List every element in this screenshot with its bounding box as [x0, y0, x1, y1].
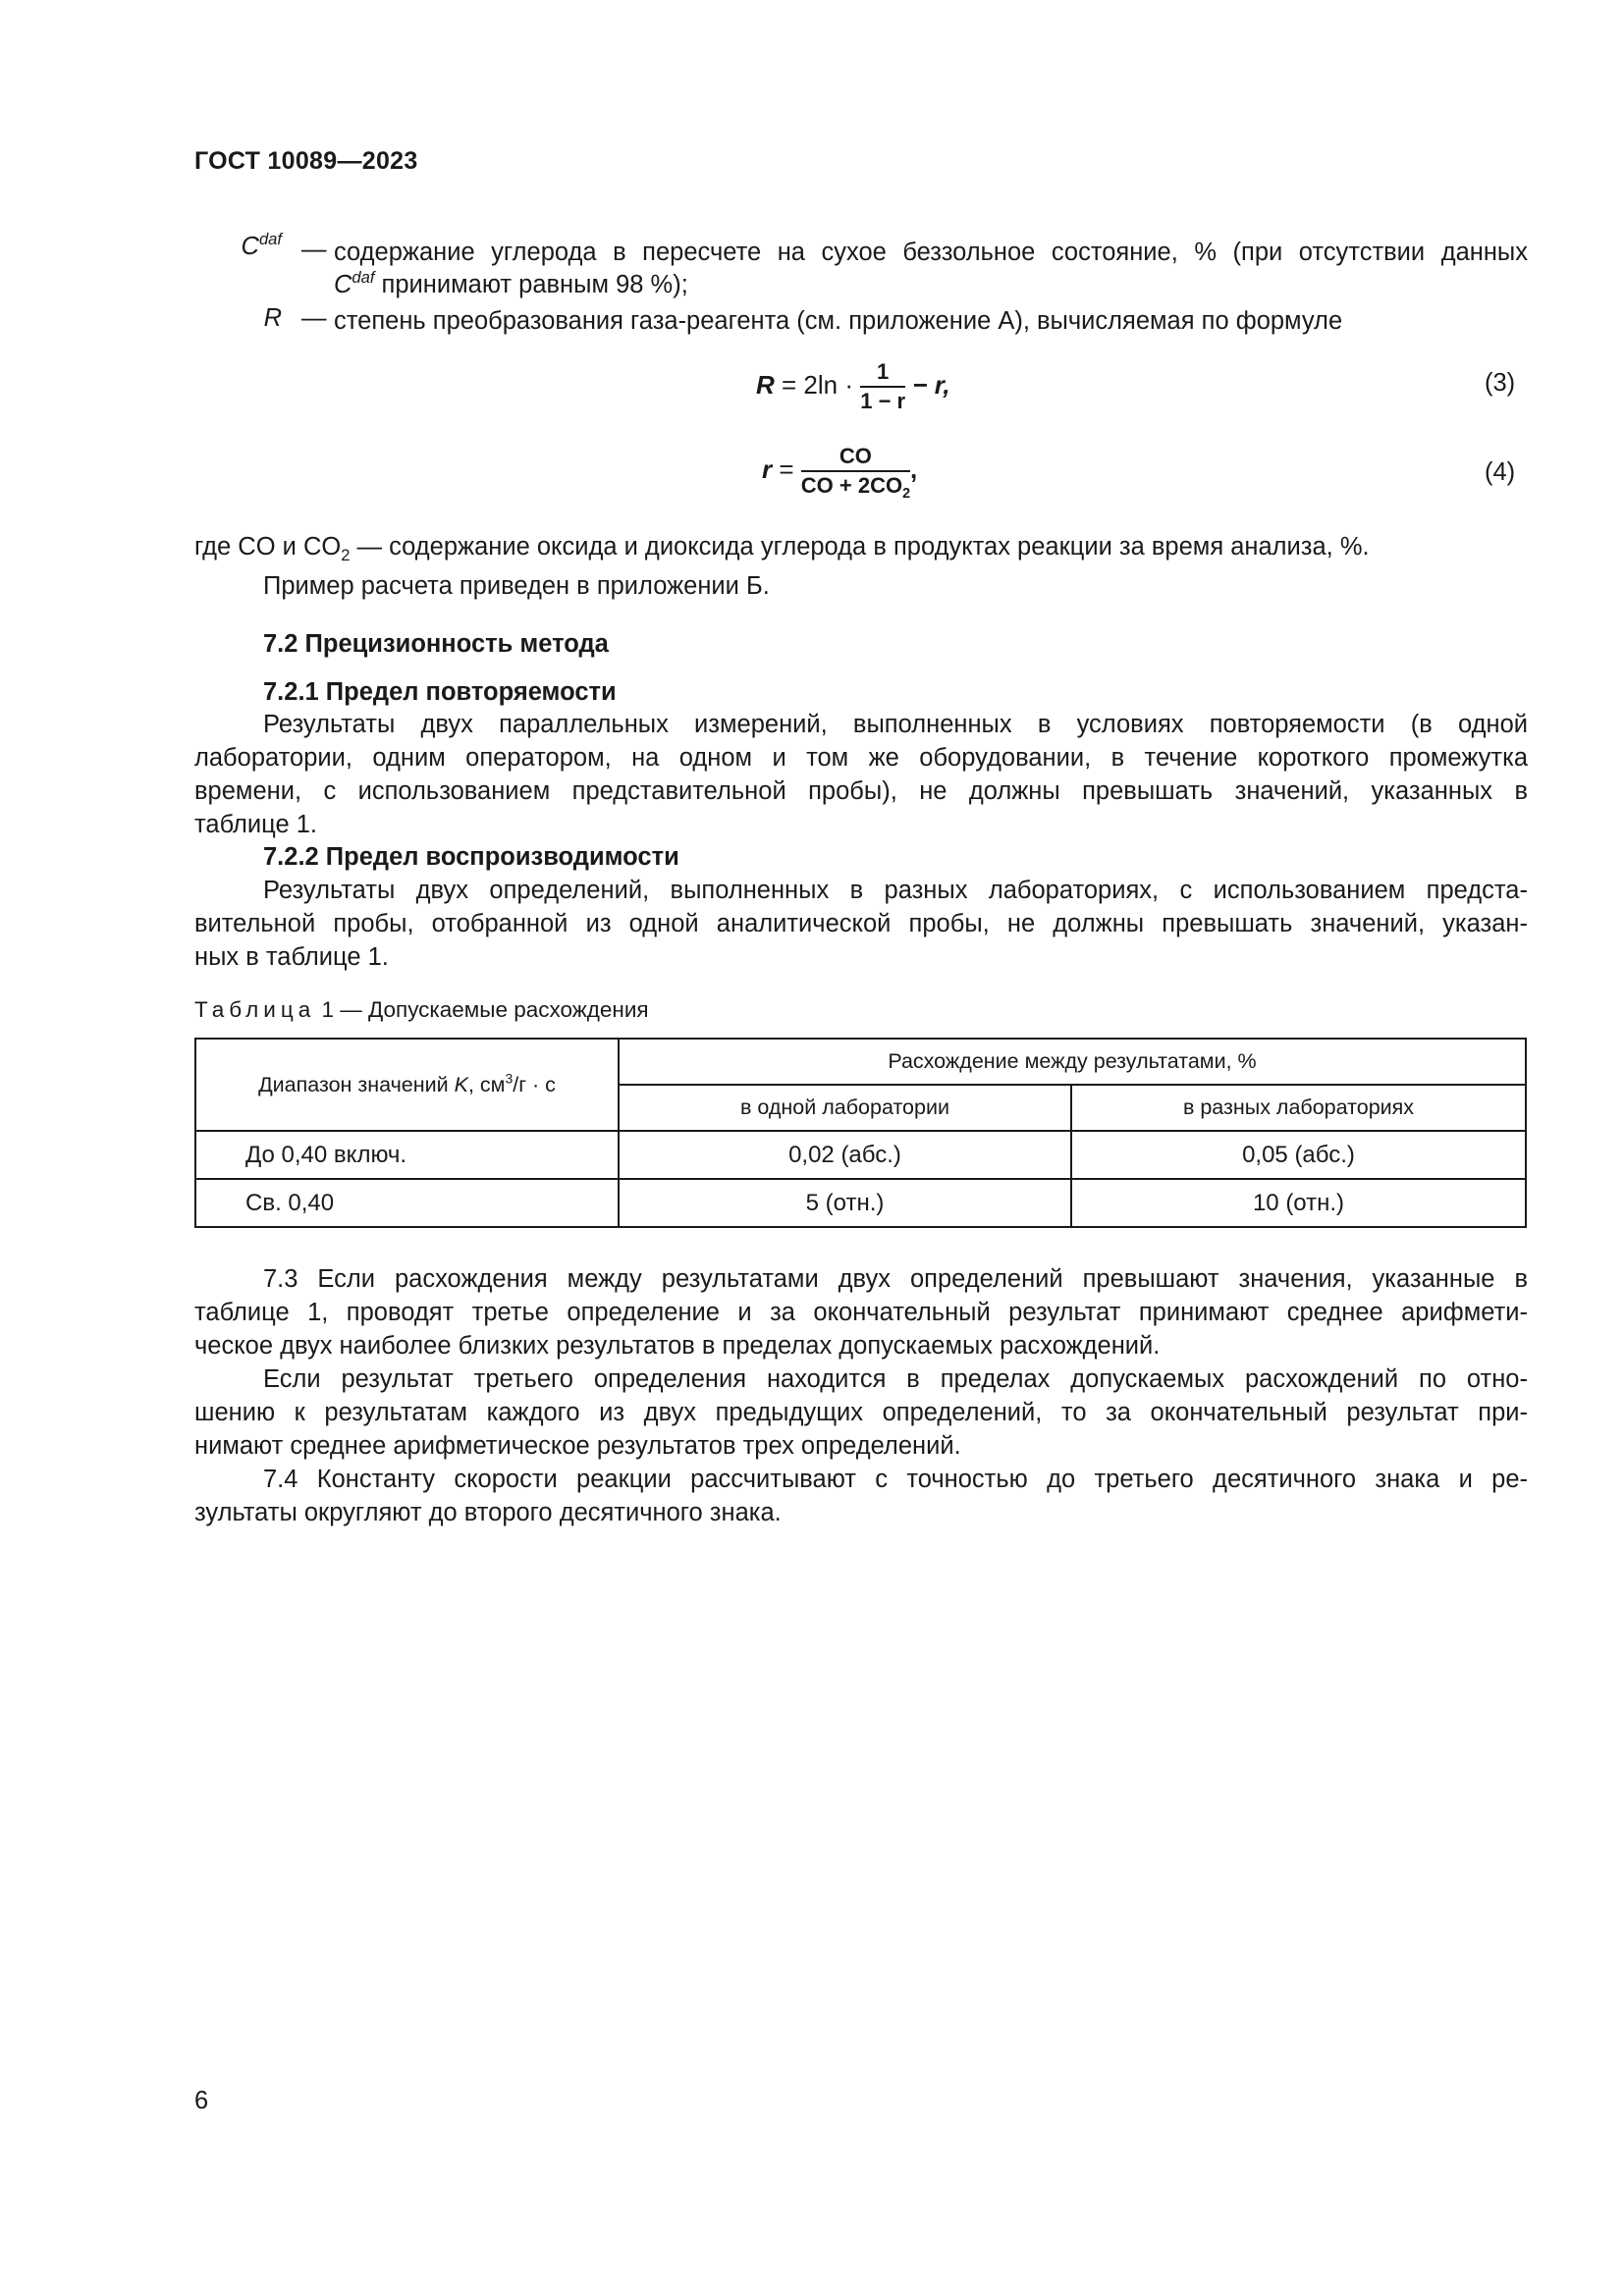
equation-number-3: (3) [1485, 369, 1516, 397]
range-header-sup: 3 [505, 1070, 514, 1087]
para-third-line2: шению к результатам каждого из двух предыдущих определений, то за окончательный результат при- [194, 1399, 1528, 1426]
formula-3-fraction [860, 359, 905, 414]
para-7-3-line2: таблице 1, проводят третье определение и за окончательный результат принимают среднее арифмети- [194, 1299, 1528, 1326]
table-caption-label: Таблица [194, 997, 316, 1022]
table-caption [194, 997, 649, 1023]
formula-4-denominator-sub: 2 [902, 486, 911, 502]
para-7-2-1-line3: времени, с использованием представительной пробы), не должны превышать значений, указанных в [194, 777, 1528, 805]
formula-3-expr: = 2ln · [774, 369, 853, 400]
para-7-2-1-line2: лаборатории, одним оператором, на одном и том же оборудовании, в течение короткого промежутка [194, 744, 1528, 772]
table-header-range [195, 1039, 619, 1131]
definition-dash: — [301, 236, 327, 263]
table-cell-same-lab: 0,02 (абс.) [619, 1131, 1071, 1179]
para-third-line1: Если результат третьего определения находится в пределах допускаемых расхождений по отно- [263, 1365, 1528, 1393]
para-third-line3: нимают среднее арифметическое результатов трех определений. [194, 1432, 961, 1460]
formula-4-fraction [800, 444, 911, 502]
formula-3-lhs: R [756, 369, 775, 400]
table-tolerances [194, 1038, 1527, 1228]
formula-3-denominator: 1 − r [860, 389, 906, 413]
range-header-unit-rest: /г · с [513, 1072, 556, 1096]
section-heading-7-2-2: 7.2.2 Предел воспроизводимости [263, 843, 679, 871]
definition-r-text: степень преобразования газа-реагента (см. приложение А), вычисляемая по формуле [334, 307, 1343, 335]
formula-4-numerator: CO [801, 444, 910, 472]
example-note: Пример расчета приведен в приложении Б. [263, 572, 770, 600]
para-7-2-2-line2: вительной пробы, отобранной из одной аналитической пробы, не должны превышать значений, указан- [194, 910, 1528, 937]
definition-cdaf-line1: содержание углерода в пересчете на сухое беззольное состояние, % (при отсутствии данных [334, 239, 1528, 266]
formula-4 [762, 444, 918, 502]
symbol-c: C [334, 271, 352, 298]
where-text-b: — содержание оксида и диоксида углерода в продуктах реакции за время анализа, %. [350, 533, 1370, 561]
table-cell-same-lab: 5 (отн.) [619, 1179, 1071, 1227]
symbol-sup-daf: daf [258, 230, 282, 249]
definition-symbol-cdaf [193, 230, 282, 261]
definition-dash: — [301, 304, 327, 332]
formula-3-numerator: 1 [860, 359, 905, 388]
para-7-2-1-line1: Результаты двух параллельных измерений, выполненных в условиях повторяемости (в одной [263, 711, 1528, 738]
where-sub: 2 [341, 545, 351, 564]
formula-4-lhs: r [762, 454, 773, 484]
para-7-3-line1: 7.3 Если расхождения между результатами двух определений превышают значения, указанные в [263, 1265, 1528, 1293]
table-row [195, 1131, 1526, 1179]
formula-4-eq: = [772, 454, 794, 484]
para-7-4-line2: зультаты округляют до второго десятичного знака. [194, 1499, 782, 1526]
section-heading-7-2: 7.2 Прецизионность метода [263, 630, 609, 658]
definition-cdaf-line2-text: принимают равным 98 %); [381, 271, 688, 298]
where-text-a: где CO и CO [194, 533, 342, 561]
table-header-same-lab: в одной лаборатории [619, 1085, 1071, 1131]
symbol-c: C [241, 233, 259, 260]
table-row [195, 1179, 1526, 1227]
table-header-diff-labs: в разных лабораториях [1071, 1085, 1526, 1131]
symbol-sup-daf: daf [352, 268, 375, 288]
para-7-2-2-line1: Результаты двух определений, выполненных в разных лабораториях, с использованием предста- [263, 877, 1528, 904]
para-7-2-1-line4: таблице 1. [194, 811, 318, 838]
formula-3-tail: − r, [912, 369, 950, 400]
table-cell-diff-labs: 0,05 (абс.) [1071, 1131, 1526, 1179]
formula-4-denominator-main: CO + 2CO [800, 473, 903, 498]
range-header-unit: , см [467, 1072, 506, 1096]
para-7-3-line3: ческое двух наиболее близких результатов в пределах допускаемых расхождений. [194, 1332, 1161, 1360]
table-caption-rest: 1 — Допускаемые расхождения [315, 997, 649, 1022]
formula-4-tail: , [910, 454, 918, 484]
definition-cdaf-line2 [334, 268, 688, 301]
where-explanation [194, 530, 1370, 563]
table-cell-range: До 0,40 включ. [195, 1131, 619, 1179]
document-header: ГОСТ 10089—2023 [194, 147, 418, 175]
definition-symbol-r: R [263, 304, 282, 332]
table-cell-range: Св. 0,40 [195, 1179, 619, 1227]
equation-number-4: (4) [1485, 458, 1516, 486]
range-header-k: K [454, 1072, 468, 1096]
table-header-group: Расхождение между результатами, % [619, 1039, 1526, 1085]
formula-4-denominator [800, 472, 911, 502]
range-header-text: Диапазон значений [258, 1072, 455, 1096]
para-7-4-line1: 7.4 Константу скорости реакции рассчитывают с точностью до третьего десятичного знака и ре- [263, 1466, 1528, 1493]
page-number: 6 [194, 2087, 209, 2114]
table-cell-diff-labs: 10 (отн.) [1071, 1179, 1526, 1227]
table-header-row [195, 1039, 1526, 1085]
formula-3 [756, 359, 950, 414]
section-heading-7-2-1: 7.2.1 Предел повторяемости [263, 678, 617, 706]
para-7-2-2-line3: ных в таблице 1. [194, 943, 389, 971]
